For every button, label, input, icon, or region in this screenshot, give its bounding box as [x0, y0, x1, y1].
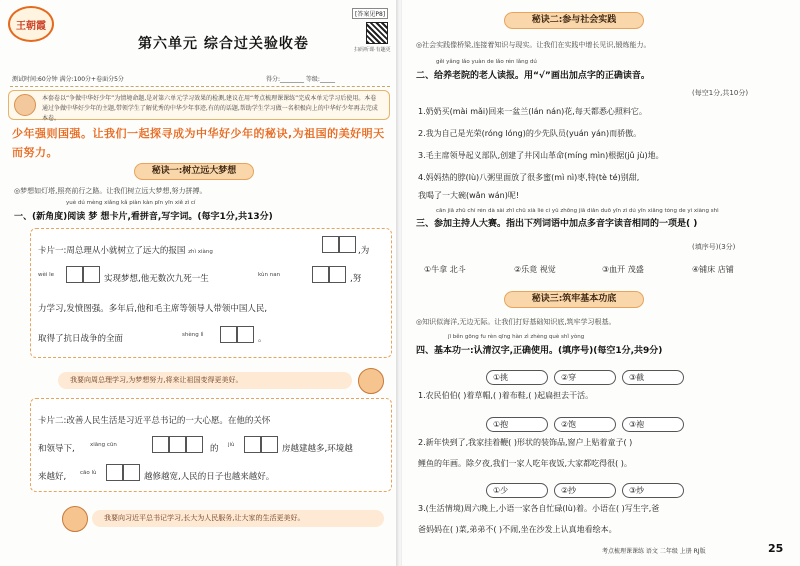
card2-line3a: 来越好, [38, 472, 67, 482]
card1-pinyin-weile: wèi le [38, 272, 55, 278]
card1-line2-end: ,努 [350, 274, 362, 284]
q4-g3-opt3[interactable]: ③炒 [622, 483, 684, 498]
card1-line4-end: 。 [258, 334, 267, 344]
q4-g2-opt2[interactable]: ②饱 [554, 417, 616, 432]
card1-line1-end: ,为 [358, 246, 370, 256]
card1-line1: 卡片一:周总理从小就树立了远大的报国 [38, 246, 186, 256]
secret-two-banner: 秘诀二:参与社会实践 [504, 12, 644, 29]
q3-option-3[interactable]: ③血开 茂盛 [602, 265, 644, 274]
q3-option-2[interactable]: ②乐竟 视觉 [514, 265, 556, 274]
q4-g3-opt2[interactable]: ②抄 [554, 483, 616, 498]
card2-line2a: 和领导下, [38, 444, 75, 454]
card2-line3b: 越修越宽,人民的日子也越来越好。 [144, 472, 275, 482]
intro-one: ◎梦想如灯塔,照亮前行之路。让我们树立远大梦想,努力拼搏。 [14, 187, 207, 195]
answer-grid-zhixiang[interactable] [322, 236, 356, 253]
q4-g1-opt1[interactable]: ①挑 [486, 370, 548, 385]
answer-grid-caolu[interactable] [106, 464, 140, 481]
q4-g3-opt1[interactable]: ①少 [486, 483, 548, 498]
girl-avatar-icon [358, 368, 384, 394]
q2-pinyin: gěi yǎng lǎo yuàn de lǎo rén lǎng dú [436, 59, 537, 65]
q4-line-3a: 3.(生活情境)周六晚上,小语一家各自忙碌(lù)着。小语在( )写生字,爸 [418, 504, 660, 513]
q4-pinyin: jī běn gōng fu rèn qīng hàn zì zhèng què shǐ yòng [448, 334, 585, 340]
answer-grid-jiu[interactable] [244, 436, 278, 453]
intro-two: ◎社会实践像桥梁,连接着知识与现实。让我们在实践中增长见识,锻炼能力。 [416, 41, 651, 49]
answer-grid-kunnan[interactable] [312, 266, 346, 283]
question-4: 四、基本功一:认清汉字,正确使用。(填序号)(每空1分,共9分) [416, 346, 663, 356]
q4-g1-opt3[interactable]: ③截 [622, 370, 684, 385]
test-meta: 测试时间:60分钟 满分:100分+卷面分5分 [12, 76, 124, 83]
q2-item-2: 2.我为自己是光荣(róng lóng)的少先队员(yuán yán)而骄傲。 [418, 129, 642, 138]
page-title: 第六单元 综合过关验收卷 [138, 36, 309, 52]
secret-one-banner: 秘诀一:树立远大梦想 [134, 163, 254, 180]
card1-line3: 力学习,发愤图强。多年后,他和毛主席等领导人带领中国人民, [38, 304, 268, 314]
q2-item-4-cont: 我喝了一大碗(wǎn wán)呢! [418, 191, 520, 200]
card2-line2b: 的 [210, 444, 219, 454]
card2-pinyin-caolu: cāo lù [80, 470, 97, 476]
q4-line-3b: 爸妈妈在( )菜,弟弟不( )不闹,坐在沙发上认真地看绘本。 [418, 525, 617, 534]
speech-bubble-two: 我要向习近平总书记学习,长大为人民服务,让大家的生活更美好。 [92, 510, 384, 527]
card1-line2: 实现梦想,他无数次九死一生 [104, 274, 209, 284]
question-2: 二、给养老院的老人读报。用“√”画出加点字的正确读音。 [416, 71, 650, 81]
secret-three-banner: 秘诀三:筑牢基本功底 [504, 291, 644, 308]
footer-text: 考点梳理课课练 语文 二年级 上册 RJ版 [602, 548, 706, 555]
score-line: 得分:________ 等级:_____ [266, 76, 335, 83]
intro-three: ◎知识似海洋,无边无际。让我们打好基础知识底,筑牢学习根基。 [416, 318, 616, 326]
q4-group-2 [486, 412, 690, 432]
q4-line-1: 1.农民伯伯( )着草帽,( )着布鞋,( )起扁担去干活。 [418, 391, 594, 400]
qr-label: 扫码听课·有趣更 [354, 47, 391, 53]
boy-avatar-icon [62, 506, 88, 532]
answer-grid-xiangcun[interactable] [152, 436, 203, 453]
card1-pinyin-zhixiang: zhì xiàng [188, 249, 213, 255]
answer-grid-weile[interactable] [66, 266, 100, 283]
card2-pinyin-xiangcun: xiāng cūn [90, 442, 117, 448]
card2-line2c: 房越建越多,环境越 [282, 444, 353, 454]
q4-line-2b: 鲤鱼的年画。除夕夜,我们一家人吃年夜饭,大家都吃得很( )。 [418, 459, 632, 468]
card2-line1: 卡片二:改善人民生活是习近平总书记的一大心愿。在他的关怀 [38, 416, 271, 426]
q2-score: (每空1分,共10分) [692, 89, 749, 97]
speech-bubble-one: 我要向周总理学习,为梦想努力,将来让祖国变得更美好。 [58, 372, 352, 389]
question-3: 三、参加主持人大赛。指出下列词语中加点多音字读音相同的一项是( ) [416, 219, 698, 229]
q3-sub: (填序号)(3分) [692, 243, 736, 251]
teacher-avatar-icon [14, 94, 36, 116]
card1-pinyin-shengli: shèng lì [182, 332, 204, 338]
q1-pinyin: yuè dú mèng xiǎng kǎ piàn kàn pīn yīn xiě zì cí [66, 200, 196, 206]
question-1: 一、(新角度)阅读 梦 想卡片,看拼音,写字词。(每字1分,共13分) [14, 212, 273, 222]
left-page [0, 0, 398, 566]
page-number: 25 [768, 542, 784, 555]
q3-option-1[interactable]: ①牛拿 北斗 [424, 265, 466, 274]
q4-g2-opt3[interactable]: ③袍 [622, 417, 684, 432]
card1-line4: 取得了抗日战争的全面 [38, 334, 124, 344]
qr-code-icon[interactable] [366, 22, 388, 44]
intro-note: 本套卷以“争做中华好少年”为情境命题,是对第六单元学习效果的检测,建议在用“考点梳理课课练”完成本单元学习后使用。本卷通过争做中华好少年的主题,带领学生了解优秀的中华少年事迹,有的的话题,帮助学生学习做一名积极向上的中华好少年再去完成本卷。 [42, 95, 378, 122]
right-page [402, 0, 800, 566]
answer-tag: [答案见P8] [352, 8, 388, 19]
q3-pinyin: cān jiā zhǔ chí rén dà sài zhǐ chū xià liè cí yǔ zhōng jiā diǎn duō yīn zì dú yīn xiāng tóng de yì xiàng shì [436, 208, 719, 214]
q4-line-2a: 2.新年快到了,我家挂着鞭( )形状的装饰品,窗户上贴着童子( ) [418, 438, 633, 447]
q4-g1-opt2[interactable]: ②穿 [554, 370, 616, 385]
slogan: 少年强则国强。让我们一起探寻成为中华好少年的秘诀,为祖国的美好明天而努力。 [12, 127, 385, 159]
q3-option-4[interactable]: ④铺床 店铺 [692, 265, 734, 274]
answer-grid-shengli[interactable] [220, 326, 254, 343]
divider [10, 86, 390, 87]
card2-pinyin-jiu: jiù [228, 442, 235, 448]
q2-item-1: 1.奶奶买(mài mǎi)回来一盆兰(lán nán)花,每天都悉心照料它。 [418, 107, 647, 116]
brand-logo: 王朝霞 [8, 6, 54, 42]
q2-item-3: 3.毛主席领导起义部队,创建了井冈山革命(míng mìn)根据(jǔ jù)地。 [418, 151, 664, 160]
q4-group-3 [486, 478, 690, 498]
q2-item-4: 4.妈妈热的脖(lù)八粥里面放了很多蜜(mì nì)枣,特(tè té)别甜, [418, 173, 640, 182]
q4-g2-opt1[interactable]: ①抱 [486, 417, 548, 432]
card1-pinyin-kunnan: kùn nan [258, 272, 281, 278]
q4-group-1 [486, 365, 690, 385]
